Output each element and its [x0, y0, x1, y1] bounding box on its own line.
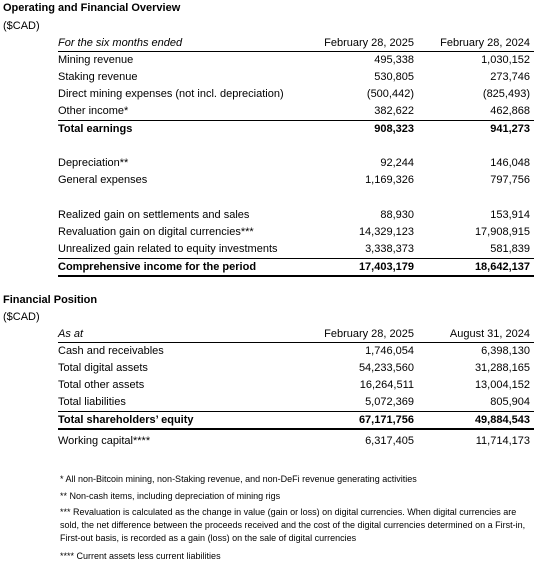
row-value-feb-2025: 5,072,369	[365, 396, 414, 408]
row-value-2024: 153,914	[490, 209, 530, 221]
table-row	[58, 86, 534, 102]
row-value-2025: 530,805	[374, 71, 414, 83]
table-row	[58, 207, 534, 223]
footnote-revaluation: *** Revaluation is calculated as the change in value (gain or loss) on digital currencies. When digital currencies are sold, the net difference between the proceeds received and the cost of the digital currencies determined on a First-in, First-out basis, is recorded as a gain (loss) on the sale of digital currencies	[60, 507, 526, 543]
footnote-other-income: * All non-Bitcoin mining, non-Staking revenue, and non-DeFi revenue generating activities	[60, 474, 417, 484]
table-row	[58, 103, 534, 119]
header-col1: February 28, 2025	[324, 328, 414, 340]
row-value-2024: 462,868	[490, 105, 530, 117]
header-col2: August 31, 2024	[449, 328, 530, 340]
table-row	[58, 52, 534, 68]
row-label: Total shareholders’ equity	[58, 414, 194, 426]
row-label: Cash and receivables	[58, 345, 164, 357]
row-label: Total digital assets	[58, 362, 148, 374]
row-value-feb-2025: 67,171,756	[358, 414, 414, 426]
row-label: Staking revenue	[58, 71, 138, 83]
table-row-total-earnings	[58, 120, 534, 137]
row-value-aug-2024: 13,004,152	[474, 379, 530, 391]
header-col1: February 28, 2025	[324, 37, 414, 49]
row-label: Revaluation gain on digital currencies***	[58, 226, 254, 238]
row-value-2025: 908,323	[374, 123, 414, 135]
row-label: Comprehensive income for the period	[58, 261, 257, 273]
table-row	[58, 69, 534, 85]
row-value-2024: 273,746	[490, 71, 530, 83]
row-value-2025: 88,930	[380, 209, 414, 221]
table-row	[58, 172, 534, 188]
row-label: Depreciation**	[58, 157, 129, 169]
row-value-feb-2025: 16,264,511	[359, 379, 414, 391]
row-value-aug-2024: 805,904	[490, 396, 530, 408]
table-row	[58, 241, 534, 257]
row-value-2025: 3,338,373	[365, 243, 414, 255]
row-label: Direct mining expenses (not incl. depreciation)	[58, 88, 284, 100]
row-value-2024: (825,493)	[482, 88, 530, 100]
row-label: Total other assets	[58, 379, 145, 391]
row-label: Realized gain on settlements and sales	[58, 209, 250, 221]
row-label: Total earnings	[58, 123, 133, 135]
row-value-aug-2024: 6,398,130	[481, 345, 530, 357]
row-label: Unrealized gain related to equity investments	[58, 243, 278, 255]
row-value-2024: 581,839	[490, 243, 530, 255]
row-value-2025: 17,403,179	[358, 261, 414, 273]
row-label: Mining revenue	[58, 54, 134, 66]
table-row-comprehensive-income	[58, 258, 534, 277]
footnote-depreciation: ** Non-cash items, including depreciation of mining rigs	[60, 491, 281, 501]
header-period-label: For the six months ended	[58, 37, 183, 49]
table-row	[58, 394, 534, 410]
section-currency-financial-position: ($CAD)	[3, 311, 40, 323]
row-value-aug-2024: 49,884,543	[474, 414, 530, 426]
row-value-aug-2024: 31,288,165	[474, 362, 530, 374]
row-value-aug-2024: 11,714,173	[475, 435, 530, 447]
footnote-working-capital: **** Current assets less current liabilities	[60, 551, 221, 561]
row-value-2024: 146,048	[490, 157, 530, 169]
section-currency-operating: ($CAD)	[3, 20, 40, 32]
row-value-2025: 495,338	[374, 54, 414, 66]
table-row	[58, 360, 534, 376]
row-value-feb-2025: 6,317,405	[365, 435, 414, 447]
row-value-2025: 1,169,326	[365, 174, 414, 186]
table-row	[58, 155, 534, 171]
row-label: Other income*	[58, 105, 129, 117]
section-title-operating: Operating and Financial Overview	[3, 2, 181, 14]
row-value-feb-2025: 54,233,560	[358, 362, 414, 374]
table-row	[58, 224, 534, 240]
row-value-2024: 1,030,152	[481, 54, 530, 66]
table-row-working-capital	[58, 433, 534, 449]
row-value-2025: 92,244	[380, 157, 414, 169]
row-value-2024: 941,273	[490, 123, 530, 135]
row-value-feb-2025: 1,746,054	[365, 345, 414, 357]
table-row	[58, 343, 534, 359]
row-label: General expenses	[58, 174, 148, 186]
row-value-2025: 14,329,123	[358, 226, 414, 238]
row-value-2025: 382,622	[374, 105, 414, 117]
row-value-2024: 17,908,915	[474, 226, 530, 238]
table-header-financial-position	[58, 326, 534, 343]
row-value-2024: 18,642,137	[474, 261, 530, 273]
row-value-2025: (500,442)	[366, 88, 414, 100]
table-header-operating	[58, 35, 534, 52]
header-col2: February 28, 2024	[440, 37, 530, 49]
table-row	[58, 377, 534, 393]
table-row-shareholders-equity	[58, 411, 534, 430]
row-label: Total liabilities	[58, 396, 126, 408]
row-label: Working capital****	[58, 435, 151, 447]
section-title-financial-position: Financial Position	[3, 294, 98, 306]
row-value-2024: 797,756	[490, 174, 530, 186]
header-period-label: As at	[58, 328, 84, 340]
